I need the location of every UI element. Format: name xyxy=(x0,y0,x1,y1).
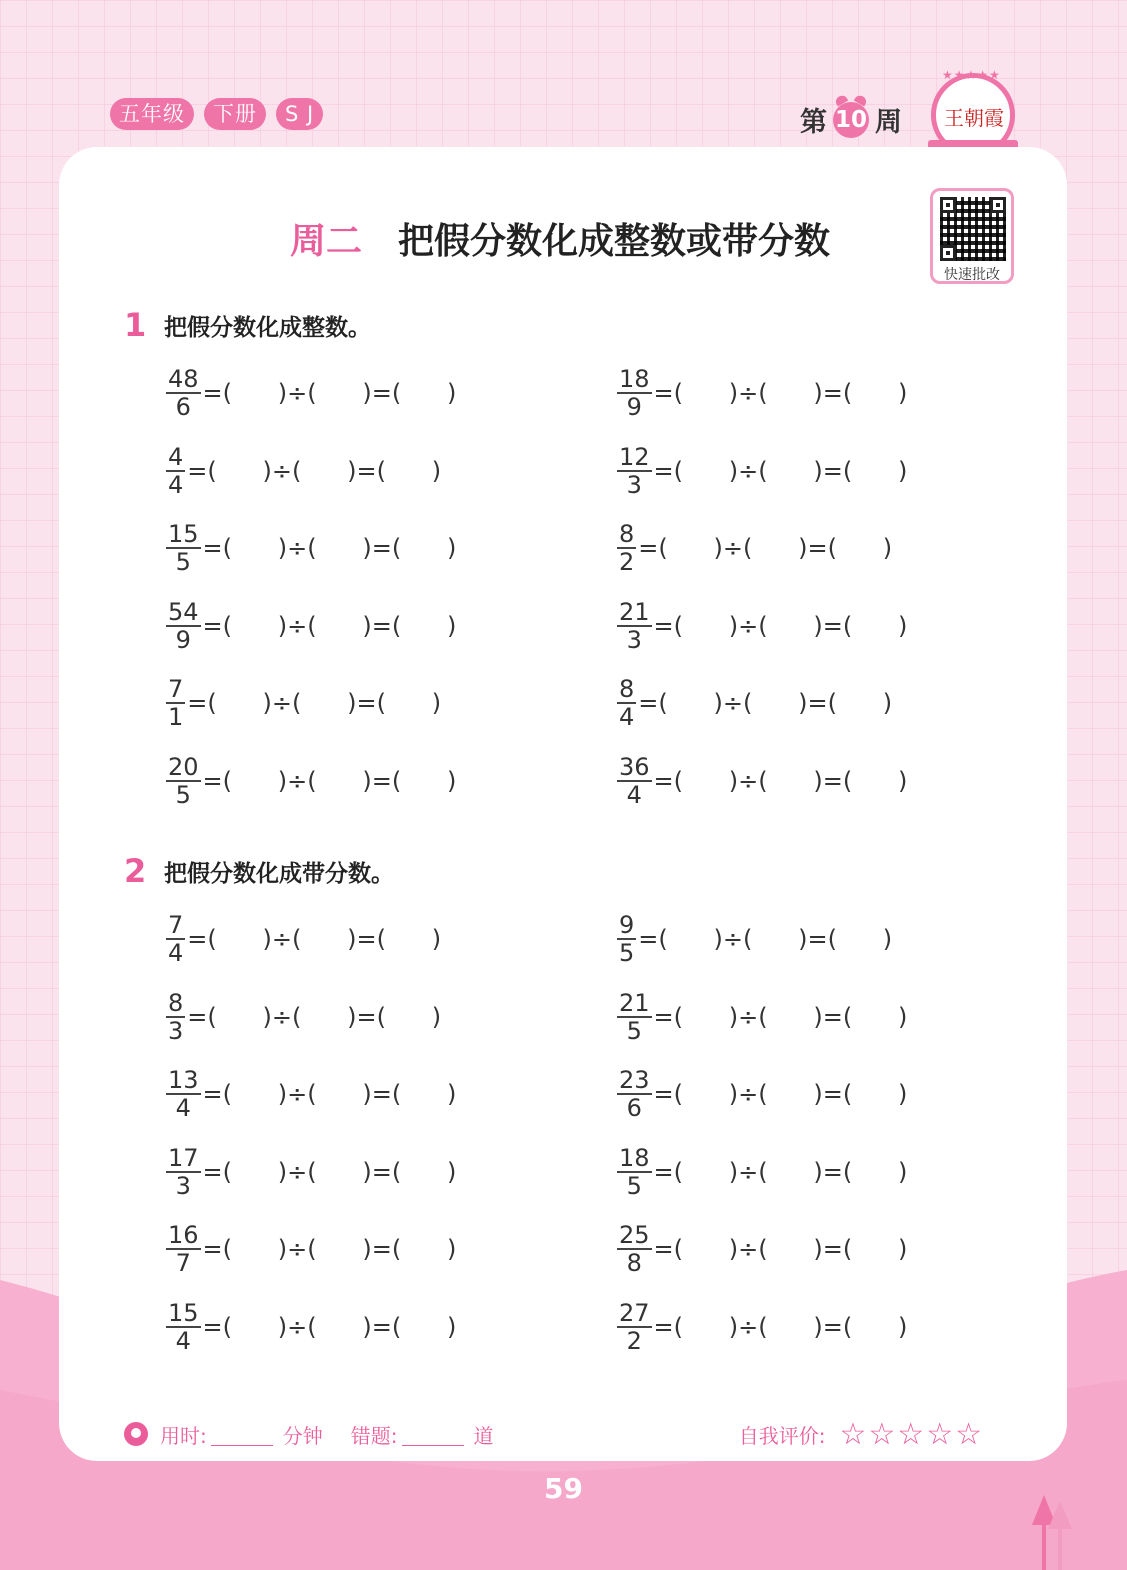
section-1-exercise xyxy=(166,439,441,503)
section-1-number: 1 xyxy=(124,306,147,344)
page-title xyxy=(290,213,830,264)
fraction xyxy=(617,1300,652,1354)
section-2-exercise xyxy=(617,1295,907,1359)
section-2-number: 2 xyxy=(124,852,147,890)
answer-blanks[interactable]: =( )÷( )=( ) xyxy=(653,766,908,795)
answer-blanks[interactable]: =( )÷( )=( ) xyxy=(653,1002,908,1031)
answer-blanks[interactable]: =( )÷( )=( ) xyxy=(187,456,442,485)
week-indicator xyxy=(800,100,902,139)
fraction xyxy=(617,754,652,808)
section-1-exercise xyxy=(166,361,456,425)
week-prefix: 第 xyxy=(800,107,827,138)
numerator: 25 xyxy=(619,1221,650,1249)
fraction xyxy=(166,1067,201,1121)
fraction xyxy=(617,1145,652,1199)
denominator: 5 xyxy=(619,939,635,967)
answer-blanks[interactable]: =( )÷( )=( ) xyxy=(653,1235,908,1263)
numerator: 48 xyxy=(168,365,199,393)
denominator: 2 xyxy=(626,1326,642,1355)
numerator: 7 xyxy=(168,675,184,703)
answer-blanks[interactable]: =( )÷( )=( ) xyxy=(638,689,893,717)
answer-blanks[interactable]: =( )÷( )=( ) xyxy=(202,1235,457,1263)
title-text: 把假分数化成整数或带分数 xyxy=(398,221,831,262)
fraction xyxy=(617,990,652,1044)
title-day: 周二 xyxy=(290,221,363,262)
section-2-exercise xyxy=(166,1217,456,1281)
numerator: 9 xyxy=(619,911,635,939)
numerator: 27 xyxy=(619,1298,650,1327)
section-2-exercise xyxy=(166,1062,456,1126)
denominator: 7 xyxy=(175,1249,191,1277)
numerator: 15 xyxy=(168,520,199,548)
numerator: 21 xyxy=(619,597,650,626)
section-2-exercise xyxy=(617,907,892,971)
section-2-exercise xyxy=(617,1062,907,1126)
section-1-instruction: 把假分数化成整数。 xyxy=(164,314,371,341)
denominator: 9 xyxy=(626,393,642,421)
logo-text: 王朝霞 xyxy=(944,106,1004,130)
section-2-exercise xyxy=(166,985,441,1049)
denominator: 9 xyxy=(175,625,191,654)
denominator: 3 xyxy=(168,1016,184,1045)
section-1-exercise xyxy=(617,749,907,813)
numerator: 15 xyxy=(168,1298,199,1327)
logo-stars-icon: ★★★★★ xyxy=(942,68,1001,82)
numerator: 54 xyxy=(168,597,199,626)
denominator: 5 xyxy=(175,780,191,809)
denominator: 4 xyxy=(168,939,184,967)
qr-code-icon xyxy=(940,197,1006,261)
fraction xyxy=(617,676,636,730)
section-2-exercise xyxy=(617,1140,907,1204)
denominator: 5 xyxy=(175,548,191,576)
numerator: 18 xyxy=(619,1143,650,1172)
fraction xyxy=(617,1222,652,1276)
errors-label: 错题: xyxy=(350,1423,398,1448)
fraction xyxy=(166,990,185,1044)
fraction xyxy=(166,599,201,653)
numerator: 17 xyxy=(168,1143,199,1172)
grade-tags xyxy=(110,98,323,130)
time-blank[interactable] xyxy=(211,1423,273,1446)
page-number: 59 xyxy=(544,1472,583,1505)
answer-blanks[interactable]: =( )÷( )=( ) xyxy=(187,689,442,717)
denominator: 6 xyxy=(626,1094,642,1122)
arrow-decoration-icon xyxy=(1030,1495,1074,1570)
answer-blanks[interactable]: =( )÷( )=( ) xyxy=(202,379,457,407)
denominator: 6 xyxy=(175,393,191,421)
fraction xyxy=(617,912,636,966)
section-2-exercise xyxy=(166,907,441,971)
section-2-exercise xyxy=(617,985,907,1049)
section-2-exercise xyxy=(166,1295,456,1359)
denominator: 5 xyxy=(626,1016,642,1045)
section-1-exercise xyxy=(166,594,456,658)
denominator: 1 xyxy=(168,703,184,731)
denominator: 8 xyxy=(626,1249,642,1277)
time-label: 用时: xyxy=(160,1423,207,1448)
answer-blanks[interactable]: =( )÷( )=( ) xyxy=(187,925,442,953)
numerator: 4 xyxy=(168,442,184,471)
answer-blanks[interactable]: =( )÷( )=( ) xyxy=(653,1312,908,1341)
answer-blanks[interactable]: =( )÷( )=( ) xyxy=(202,1312,457,1341)
fraction xyxy=(617,599,652,653)
brand-logo xyxy=(931,68,1015,157)
section-1-exercise xyxy=(617,361,907,425)
edition-tag: S J xyxy=(276,98,323,130)
section-2-exercise xyxy=(617,1217,907,1281)
section-2-exercise xyxy=(166,1140,456,1204)
numerator: 23 xyxy=(619,1066,650,1094)
fraction xyxy=(166,1300,201,1354)
section-1-exercise xyxy=(166,671,441,735)
answer-blanks[interactable]: =( )÷( )=( ) xyxy=(653,1157,908,1186)
denominator: 4 xyxy=(619,703,635,731)
answer-blanks[interactable]: =( )÷( )=( ) xyxy=(638,925,893,953)
fraction xyxy=(617,444,652,498)
qr-label: 快速批改 xyxy=(944,267,1000,283)
week-number: 10 xyxy=(834,106,867,133)
numerator: 21 xyxy=(619,988,650,1017)
denominator: 4 xyxy=(175,1094,191,1122)
footer-bar xyxy=(124,1416,984,1452)
fraction xyxy=(166,444,185,498)
denominator: 2 xyxy=(619,548,635,576)
section-1-exercise xyxy=(617,594,907,658)
section-2-instruction: 把假分数化成带分数。 xyxy=(164,860,394,887)
section-1-header xyxy=(124,306,371,344)
answer-blanks[interactable]: =( )÷( )=( ) xyxy=(638,534,893,562)
numerator: 20 xyxy=(168,752,199,781)
volume-tag: 下册 xyxy=(204,98,266,130)
denominator: 3 xyxy=(626,470,642,499)
section-1-exercise xyxy=(617,439,907,503)
denominator: 4 xyxy=(626,780,642,809)
fraction xyxy=(166,912,185,966)
self-eval-label: 自我评价: xyxy=(738,1423,826,1448)
denominator: 4 xyxy=(175,1326,191,1355)
rating-stars[interactable]: ☆☆☆☆☆ xyxy=(839,1416,984,1452)
numerator: 36 xyxy=(619,752,650,781)
numerator: 8 xyxy=(619,675,635,703)
fraction xyxy=(166,1222,201,1276)
denominator: 3 xyxy=(626,625,642,654)
numerator: 16 xyxy=(168,1221,199,1249)
numerator: 7 xyxy=(168,911,184,939)
week-suffix: 周 xyxy=(875,107,902,138)
answer-blanks[interactable]: =( )÷( )=( ) xyxy=(653,379,908,407)
denominator: 3 xyxy=(175,1171,191,1200)
section-2-header xyxy=(124,852,394,890)
answer-blanks[interactable]: =( )÷( )=( ) xyxy=(187,1002,442,1031)
numerator: 8 xyxy=(168,988,184,1017)
denominator: 4 xyxy=(168,470,184,499)
fraction xyxy=(166,1145,201,1199)
answer-blanks[interactable]: =( )÷( )=( ) xyxy=(653,456,908,485)
qr-code-box[interactable] xyxy=(930,188,1014,284)
errors-blank[interactable] xyxy=(402,1423,464,1446)
errors-unit: 道 xyxy=(473,1423,494,1448)
section-1-exercise xyxy=(166,749,456,813)
answer-blanks[interactable]: =( )÷( )=( ) xyxy=(653,611,908,640)
fraction xyxy=(166,676,185,730)
section-1-exercise xyxy=(617,516,892,580)
time-unit: 分钟 xyxy=(282,1423,323,1448)
answer-blanks[interactable]: =( )÷( )=( ) xyxy=(202,1080,457,1108)
alarm-clock-icon xyxy=(833,102,869,138)
fraction xyxy=(166,754,201,808)
fraction xyxy=(617,521,636,575)
section-1-exercise xyxy=(617,671,892,735)
answer-blanks[interactable]: =( )÷( )=( ) xyxy=(202,766,457,795)
stopwatch-icon xyxy=(124,1422,148,1446)
denominator: 5 xyxy=(626,1171,642,1200)
answer-blanks[interactable]: =( )÷( )=( ) xyxy=(202,534,457,562)
grade-tag: 五年级 xyxy=(110,98,194,130)
answer-blanks[interactable]: =( )÷( )=( ) xyxy=(202,1157,457,1186)
fraction xyxy=(617,366,652,420)
fraction xyxy=(617,1067,652,1121)
numerator: 18 xyxy=(619,365,650,393)
answer-blanks[interactable]: =( )÷( )=( ) xyxy=(653,1080,908,1108)
numerator: 12 xyxy=(619,442,650,471)
fraction xyxy=(166,521,201,575)
fraction xyxy=(166,366,201,420)
numerator: 8 xyxy=(619,520,635,548)
numerator: 13 xyxy=(168,1066,199,1094)
answer-blanks[interactable]: =( )÷( )=( ) xyxy=(202,611,457,640)
section-1-exercise xyxy=(166,516,456,580)
